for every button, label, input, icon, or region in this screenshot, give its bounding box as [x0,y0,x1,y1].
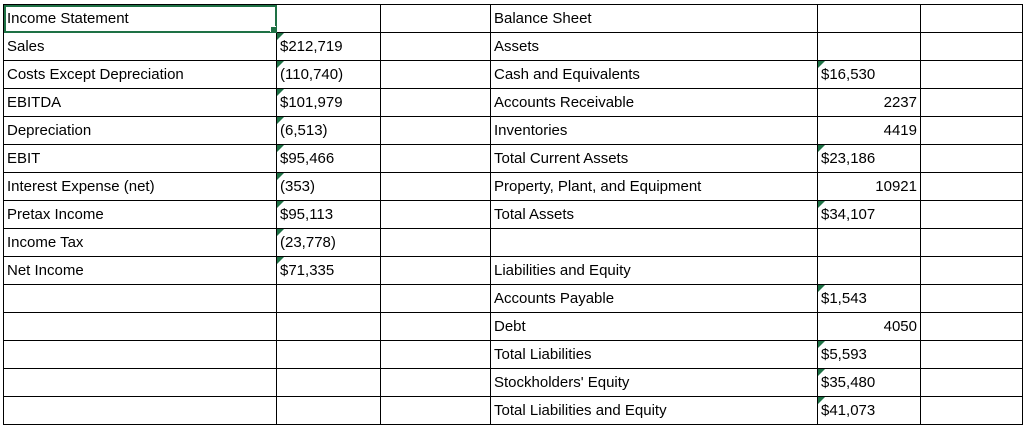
asset-row-value: $16,530 [821,66,876,83]
cell-label[interactable] [491,33,818,61]
cell-empty[interactable] [4,341,277,369]
income-row-label: EBIT [7,150,41,167]
cell-empty[interactable] [381,257,491,285]
cell-label[interactable] [4,89,277,117]
cell-label[interactable] [4,201,277,229]
income-row-label: Pretax Income [7,206,104,223]
assets-heading: Assets [494,38,540,55]
cell-value[interactable] [818,89,921,117]
income-row-value: $212,719 [280,38,343,55]
error-indicator-icon [277,61,284,68]
cell-empty[interactable] [491,229,818,257]
table-row [4,33,1023,61]
asset-row-label: Inventories [494,122,568,139]
income-row-value: (6,513) [280,122,328,139]
cell-empty[interactable] [381,33,491,61]
cell-empty[interactable] [921,341,1023,369]
cell-label[interactable] [491,341,818,369]
table-row [4,257,1023,285]
cell-empty[interactable] [921,313,1023,341]
liability-row-label: Stockholders' Equity [494,374,630,391]
cell-value[interactable] [277,229,381,257]
cell-value[interactable] [277,33,381,61]
cell-empty[interactable] [381,173,491,201]
cell-value[interactable] [277,257,381,285]
cell-empty[interactable] [921,229,1023,257]
income-statement-title: Income Statement [7,10,129,27]
liability-row-label: Total Liabilities and Equity [494,402,667,419]
error-indicator-icon [818,145,825,152]
table-row [4,341,1023,369]
income-row-value: (110,740) [280,66,344,83]
asset-row-label: Total Current Assets [494,150,629,167]
income-row-value: $95,113 [280,206,334,223]
error-indicator-icon [277,201,284,208]
cell-value[interactable] [277,61,381,89]
cell-empty[interactable] [277,313,381,341]
cell-empty[interactable] [818,257,921,285]
cell-empty[interactable] [381,89,491,117]
liability-row-value: $35,480 [821,374,876,391]
cell-empty[interactable] [381,341,491,369]
cell-value[interactable] [277,117,381,145]
cell-empty[interactable] [921,257,1023,285]
asset-row-value: $34,107 [821,206,876,223]
cell-empty[interactable] [921,33,1023,61]
income-row-label: EBITDA [7,94,62,111]
cell-empty[interactable] [4,313,277,341]
cell-value[interactable] [277,201,381,229]
error-indicator-icon [818,61,825,68]
cell-value[interactable] [818,61,921,89]
cell-empty[interactable] [381,5,491,33]
cell-label[interactable] [4,257,277,285]
error-indicator-icon [277,89,284,96]
cell-label[interactable] [491,89,818,117]
error-indicator-icon [818,201,825,208]
table-row [4,397,1023,425]
table-row [4,61,1023,89]
liability-row-value: $5,593 [821,346,867,363]
cell-value[interactable] [818,201,921,229]
cell-value[interactable] [818,145,921,173]
cell-empty[interactable] [818,33,921,61]
cell-value[interactable] [818,117,921,145]
asset-row-value: 2237 [883,94,917,111]
liability-row-label: Total Liabilities [494,346,592,363]
liability-row-value: 4050 [883,318,917,335]
income-row-value: $101,979 [280,94,343,111]
cell-empty[interactable] [381,313,491,341]
cell-label[interactable] [491,145,818,173]
table-row [4,201,1023,229]
table-row [4,117,1023,145]
cell-empty[interactable] [921,285,1023,313]
cell-value[interactable] [818,397,921,425]
error-indicator-icon [818,341,825,348]
income-row-label: Income Tax [7,234,84,251]
cell-empty[interactable] [381,397,491,425]
cell-empty[interactable] [381,61,491,89]
error-indicator-icon [277,117,284,124]
cell-empty[interactable] [818,5,921,33]
table-row [4,285,1023,313]
cell-label[interactable] [4,117,277,145]
asset-row-label: Property, Plant, and Equipment [494,178,702,195]
income-row-label: Depreciation [7,122,92,139]
table-row [4,5,1023,33]
cell-value[interactable] [277,173,381,201]
cell-label[interactable] [491,397,818,425]
cell-value[interactable] [818,313,921,341]
cell-label[interactable] [491,285,818,313]
cell-value[interactable] [277,145,381,173]
income-row-value: (353) [280,178,316,195]
cell-label[interactable] [491,173,818,201]
income-row-label: Interest Expense (net) [7,178,155,195]
cell-label[interactable] [491,61,818,89]
cell-value[interactable] [818,173,921,201]
cell-balance-sheet-title[interactable] [491,5,818,33]
cell-value[interactable] [818,341,921,369]
cell-label[interactable] [491,257,818,285]
error-indicator-icon [277,257,284,264]
cell-income-statement-title[interactable] [4,5,277,33]
cell-empty[interactable] [921,397,1023,425]
liability-row-value: $1,543 [821,290,867,307]
cell-label[interactable] [4,173,277,201]
cell-empty[interactable] [381,229,491,257]
cell-label[interactable] [4,229,277,257]
cell-empty[interactable] [4,369,277,397]
cell-empty[interactable] [921,89,1023,117]
cell-empty[interactable] [921,117,1023,145]
cell-value[interactable] [818,369,921,397]
spreadsheet-grid [3,4,1023,425]
asset-row-label: Cash and Equivalents [494,66,640,83]
table-row [4,229,1023,257]
cell-empty[interactable] [921,5,1023,33]
cell-empty[interactable] [277,341,381,369]
cell-empty[interactable] [277,285,381,313]
liability-row-value: $41,073 [821,402,876,419]
cell-label[interactable] [491,313,818,341]
error-indicator-icon [818,285,825,292]
income-row-value: $95,466 [280,150,335,167]
table-row [4,145,1023,173]
cell-empty[interactable] [818,229,921,257]
cell-empty[interactable] [4,285,277,313]
error-indicator-icon [277,33,284,40]
error-indicator-icon [818,369,825,376]
error-indicator-icon [277,145,284,152]
liability-row-label: Debt [494,318,526,335]
cell-label[interactable] [491,117,818,145]
cell-empty[interactable] [381,117,491,145]
liabilities-heading: Liabilities and Equity [494,262,631,279]
table-row [4,313,1023,341]
cell-empty[interactable] [381,201,491,229]
cell-label[interactable] [491,369,818,397]
income-row-value: (23,778) [280,234,336,251]
liability-row-label: Accounts Payable [494,290,615,307]
table-row [4,369,1023,397]
cell-value[interactable] [818,285,921,313]
cell-empty[interactable] [921,369,1023,397]
asset-row-value: 10921 [875,178,917,195]
error-indicator-icon [818,397,825,404]
cell-label[interactable] [4,61,277,89]
cell-label[interactable] [4,145,277,173]
cell-label[interactable] [4,33,277,61]
table-row [4,173,1023,201]
cell-empty[interactable] [277,369,381,397]
cell-empty[interactable] [921,201,1023,229]
asset-row-value: 4419 [883,122,917,139]
cell-empty[interactable] [381,369,491,397]
asset-row-label: Accounts Receivable [494,94,635,111]
cell-empty[interactable] [381,145,491,173]
cell-empty[interactable] [277,5,381,33]
cell-empty[interactable] [921,145,1023,173]
cell-empty[interactable] [381,285,491,313]
cell-empty[interactable] [921,173,1023,201]
cell-empty[interactable] [277,397,381,425]
cell-empty[interactable] [921,61,1023,89]
cell-label[interactable] [491,201,818,229]
income-row-label: Sales [7,38,45,55]
income-row-label: Net Income [7,262,84,279]
cell-value[interactable] [277,89,381,117]
income-row-value: $71,335 [280,262,335,279]
error-indicator-icon [277,229,284,236]
income-row-label: Costs Except Depreciation [7,66,184,83]
asset-row-value: $23,186 [821,150,876,167]
asset-row-label: Total Assets [494,206,575,223]
balance-sheet-title: Balance Sheet [494,10,592,27]
cell-empty[interactable] [4,397,277,425]
table-row [4,89,1023,117]
error-indicator-icon [277,173,284,180]
